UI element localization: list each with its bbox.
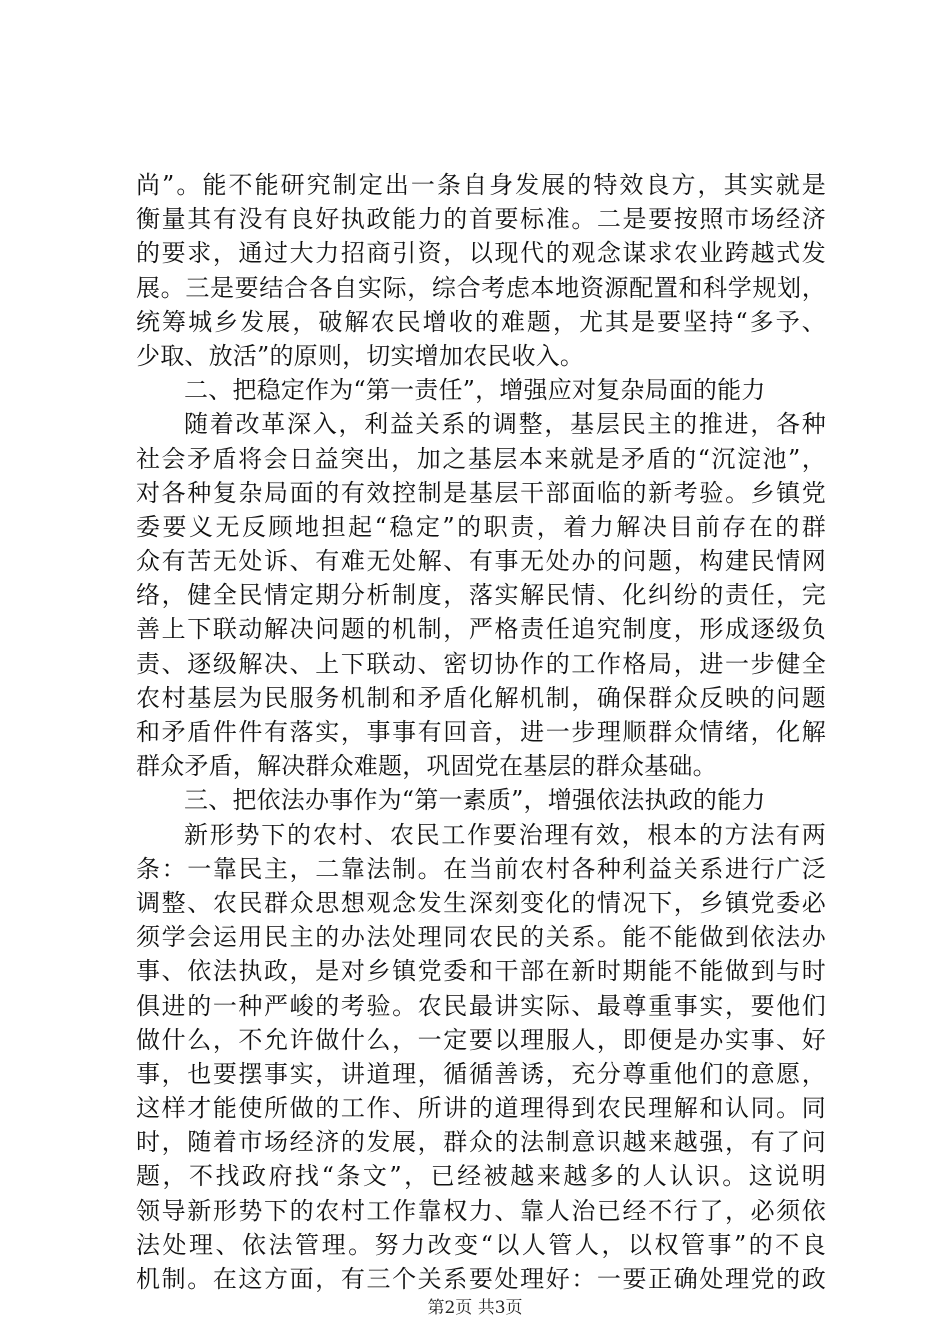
text-line: 少取、放活”的原则，切实增加农民收入。 xyxy=(136,341,585,370)
text-line: 展。三是要结合各自实际，综合考虑本地资源配置和科学规划， xyxy=(136,273,826,302)
text-line: 农村基层为民服务机制和矛盾化解机制，确保群众反映的问题 xyxy=(136,683,826,712)
text-line: 统筹城乡发展，破解农民增收的难题，尤其是要坚持“多予、 xyxy=(136,307,826,336)
text-line: 众有苦无处诉、有难无处解、有事无处办的问题，构建民情网 xyxy=(136,547,826,576)
document-body xyxy=(136,168,826,1296)
text-line: 善上下联动解决问题的机制，严格责任追究制度，形成逐级负 xyxy=(136,615,826,644)
text-line: 尚”。能不能研究制定出一条自身发展的特效良方，其实就是 xyxy=(136,171,826,199)
section-heading: 二、把稳定作为“第一责任”，增强应对复杂局面的能力 xyxy=(184,376,766,405)
text-line: 调整、农民群众思想观念发生深刻变化的情况下，乡镇党委必 xyxy=(136,888,826,917)
text-line: 责、逐级解决、上下联动、密切协作的工作格局，进一步健全 xyxy=(136,649,826,678)
text-line: 条：一靠民主，二靠法制。在当前农村各种利益关系进行广泛 xyxy=(136,854,826,883)
text-line: 题，不找政府找“条文”，已经被越来越多的人认识。这说明 xyxy=(136,1162,826,1191)
text-line: 衡量其有没有良好执政能力的首要标准。二是要按照市场经济 xyxy=(136,205,826,234)
page-number: 第2页 共3页 xyxy=(427,1298,523,1318)
text-line: 事、依法执政，是对乡镇党委和干部在新时期能不能做到与时 xyxy=(136,957,826,986)
text-line: 群众矛盾，解决群众难题，巩固党在基层的群众基础。 xyxy=(136,752,717,781)
section-heading: 三、把依法办事作为“第一素质”，增强依法执政的能力 xyxy=(184,786,766,815)
text-line: 的要求，通过大力招商引资，以现代的观念谋求农业跨越式发 xyxy=(136,239,826,268)
text-line: 机制。在这方面，有三个关系要处理好：一要正确处理党的政 xyxy=(136,1265,826,1293)
text-line: 俱进的一种严峻的考验。农民最讲实际、最尊重事实，要他们 xyxy=(136,991,826,1020)
text-line: 委要义无反顾地担起“稳定”的职责，着力解决目前存在的群 xyxy=(136,512,826,541)
text-line: 随着改革深入，利益关系的调整，基层民主的推进，各种 xyxy=(184,410,826,439)
text-line: 新形势下的农村、农民工作要治理有效，根本的方法有两 xyxy=(184,820,826,849)
page-footer xyxy=(0,1297,950,1319)
text-line: 须学会运用民主的办法处理同农民的关系。能不能做到依法办 xyxy=(136,923,826,952)
text-line: 事，也要摆事实，讲道理，循循善诱，充分尊重他们的意愿， xyxy=(136,1059,826,1088)
text-line: 法处理、依法管理。努力改变“以人管人，以权管事”的不良 xyxy=(136,1230,826,1259)
text-line: 领导新形势下的农村工作靠权力、靠人治已经不行了，必须依 xyxy=(136,1196,826,1225)
text-line: 对各种复杂局面的有效控制是基层干部面临的新考验。乡镇党 xyxy=(136,478,826,507)
text-line: 社会矛盾将会日益突出，加之基层本来就是矛盾的“沉淀池”， xyxy=(136,444,826,473)
text-line: 络，健全民情定期分析制度，落实解民情、化纠纷的责任，完 xyxy=(136,581,826,610)
text-line: 和矛盾件件有落实，事事有回音，进一步理顺群众情绪，化解 xyxy=(136,718,826,746)
text-line: 时，随着市场经济的发展，群众的法制意识越来越强，有了问 xyxy=(136,1128,826,1157)
text-line: 做什么，不允许做什么，一定要以理服人，即便是办实事、好 xyxy=(136,1025,826,1054)
text-line: 这样才能使所做的工作、所讲的道理得到农民理解和认同。同 xyxy=(136,1094,826,1123)
